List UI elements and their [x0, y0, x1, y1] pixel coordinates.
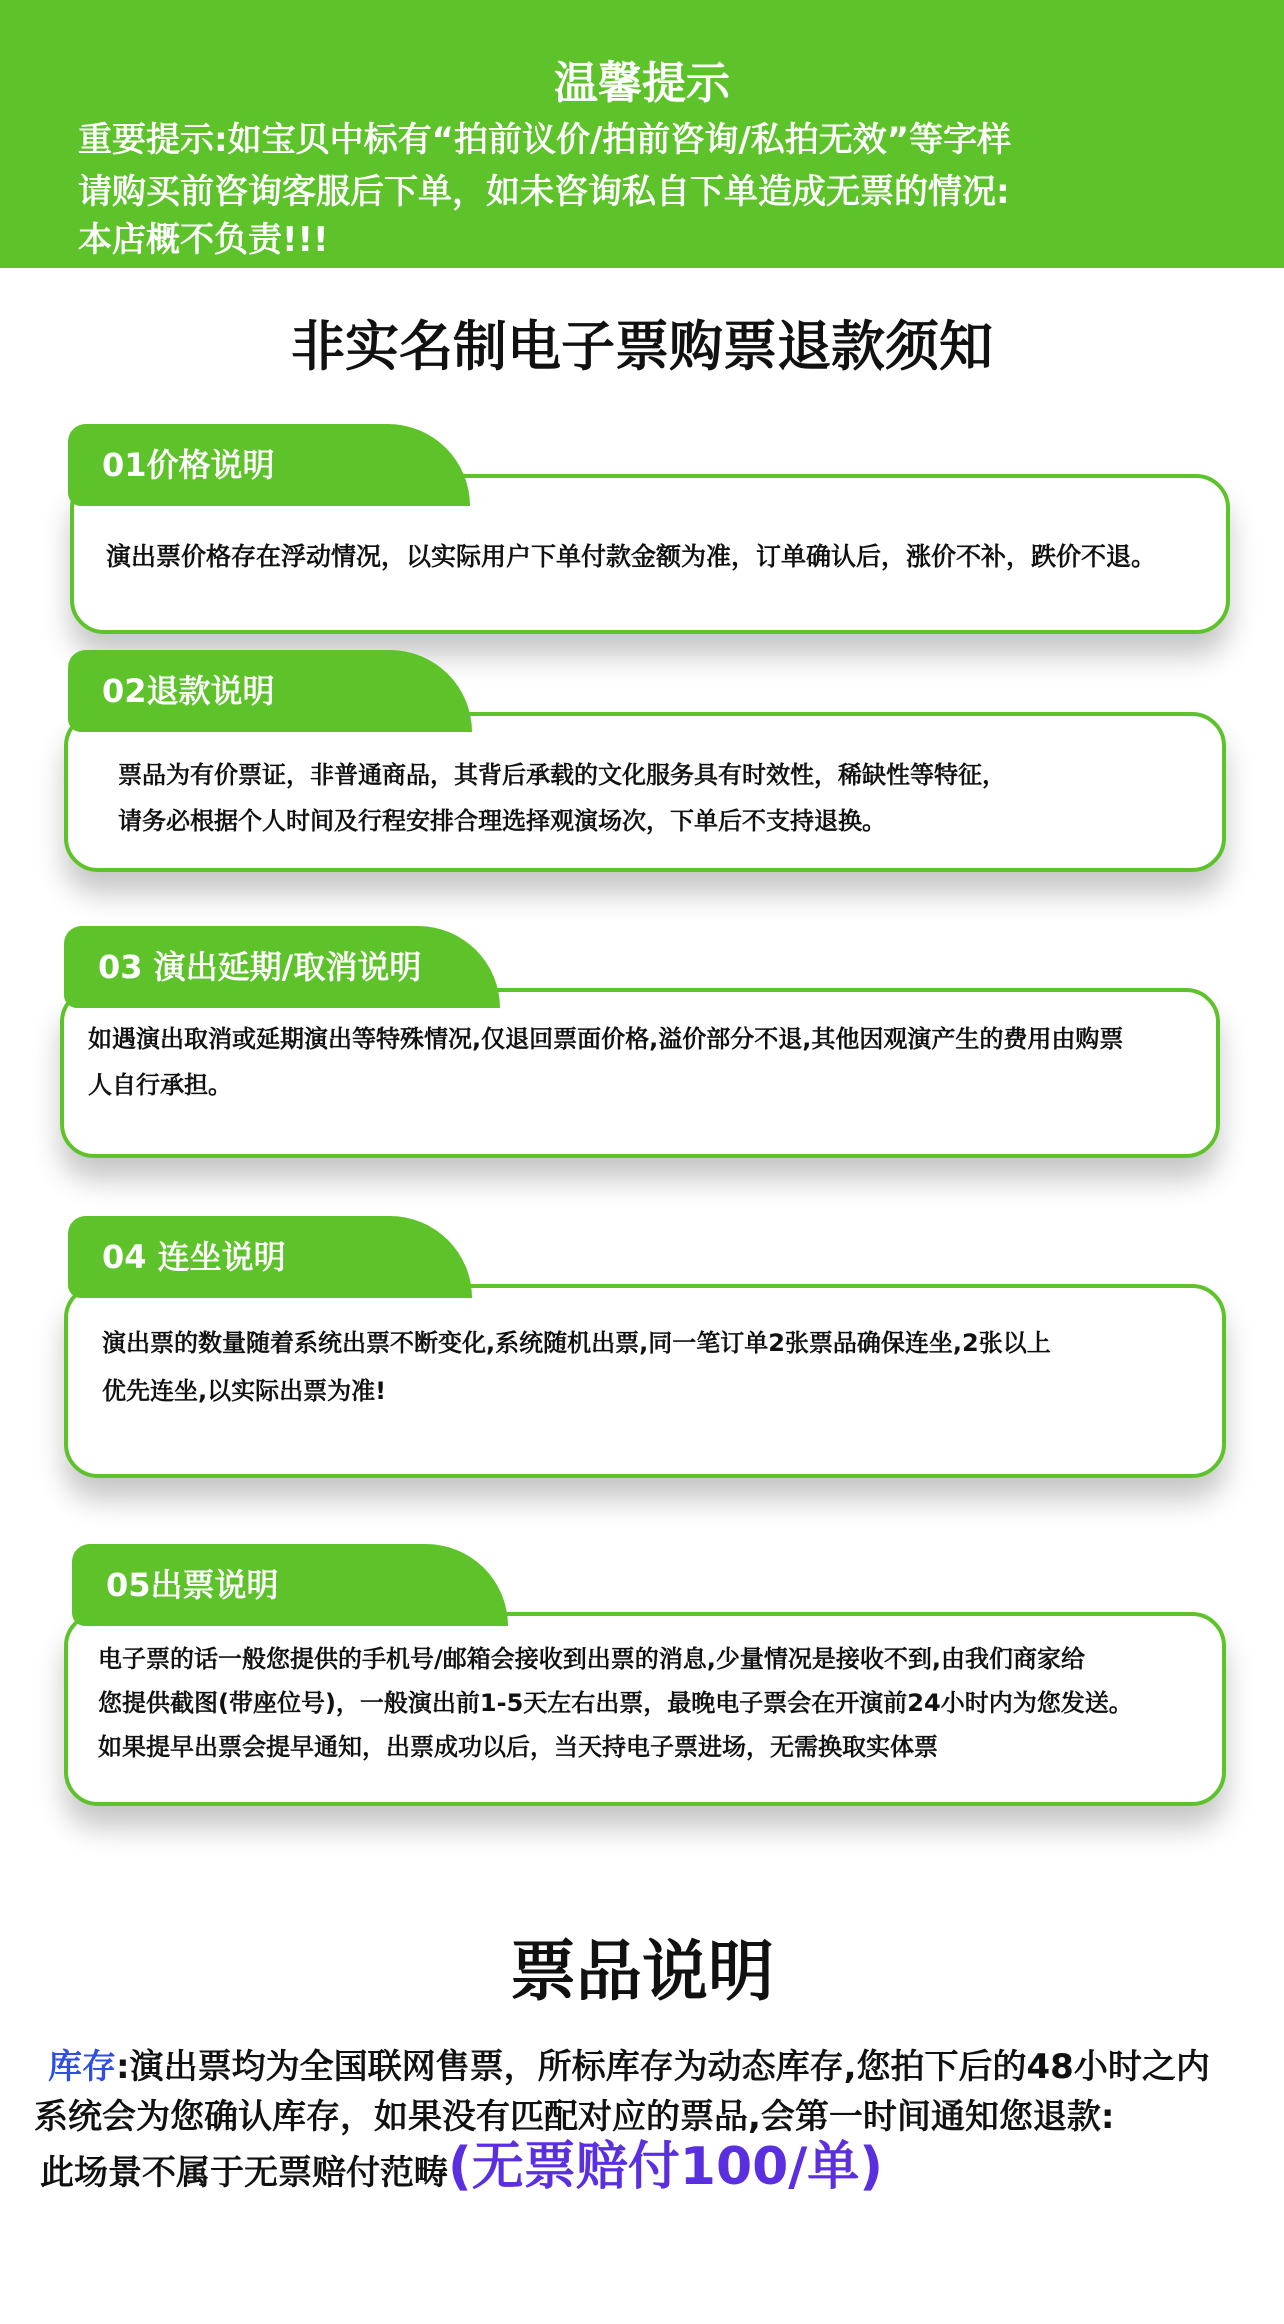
ticket-title: 票品说明 — [510, 1933, 774, 2010]
section-text: 请务必根据个人时间及行程安排合理选择观演场次，下单后不支持退换。 — [118, 807, 886, 835]
section-text: 演出票价格存在浮动情况，以实际用户下单付款金额为准，订单确认后，涨价不补，跌价不退。 — [106, 542, 1157, 571]
section-card — [64, 712, 1226, 872]
section-tab: 05出票说明 — [72, 1544, 508, 1626]
stock-line: 系统会为您确认库存，如果没有匹配对应的票品,会第一时间通知您退款: — [34, 2097, 1115, 2137]
section-text: 优先连坐,以实际出票为准! — [102, 1377, 387, 1405]
section-text: 演出票的数量随着系统出票不断变化,系统随机出票,同一笔订单2张票品确保连坐,2张以上 — [102, 1329, 1051, 1357]
section-tab: 03 演出延期/取消说明 — [64, 926, 500, 1008]
notice-line: 重要提示:如宝贝中标有“拍前议价/拍前咨询/私拍无效”等字样 — [78, 120, 1012, 160]
notice-line: 本店概不负责!!! — [78, 220, 329, 260]
section-card — [64, 1612, 1226, 1806]
stock-line — [40, 2137, 884, 2198]
section-text: 电子票的话一般您提供的手机号/邮箱会接收到出票的消息,少量情况是接收不到,由我们商家给 — [98, 1645, 1085, 1673]
section-tab: 01价格说明 — [68, 424, 470, 506]
stock-text: :演出票均为全国联网售票，所标库存为动态库存,您拍下后的48小时之内 — [116, 2047, 1210, 2087]
stock-label: 库存 — [48, 2047, 116, 2087]
notice-line: 请购买前咨询客服后下单，如未咨询私自下单造成无票的情况: — [78, 172, 1010, 212]
section-tab: 04 连坐说明 — [68, 1216, 472, 1298]
section-text: 人自行承担。 — [88, 1071, 232, 1099]
section-text: 票品为有价票证，非普通商品，其背后承载的文化服务具有时效性，稀缺性等特征， — [118, 761, 1006, 789]
stock-line — [48, 2042, 1210, 2092]
compensation-highlight: (无票赔付100/单) — [448, 2137, 884, 2197]
page-title: 非实名制电子票购票退款须知 — [291, 315, 993, 378]
section-text: 您提供截图(带座位号)，一般演出前1-5天左右出票，最晚电子票会在开演前24小时内为您发送。 — [98, 1689, 1133, 1717]
notice-banner — [0, 0, 1284, 268]
section-tab: 02退款说明 — [68, 650, 472, 732]
section-card — [64, 1284, 1226, 1478]
section-text: 如果提早出票会提早通知，出票成功以后，当天持电子票进场，无需换取实体票 — [98, 1733, 938, 1761]
notice-title: 温馨提示 — [554, 58, 730, 109]
section-card — [60, 988, 1220, 1158]
section-text: 如遇演出取消或延期演出等特殊情况,仅退回票面价格,溢价部分不退,其他因观演产生的费用由购票 — [88, 1025, 1124, 1053]
stock-text: 此场景不属于无票赔付范畴 — [40, 2153, 448, 2193]
